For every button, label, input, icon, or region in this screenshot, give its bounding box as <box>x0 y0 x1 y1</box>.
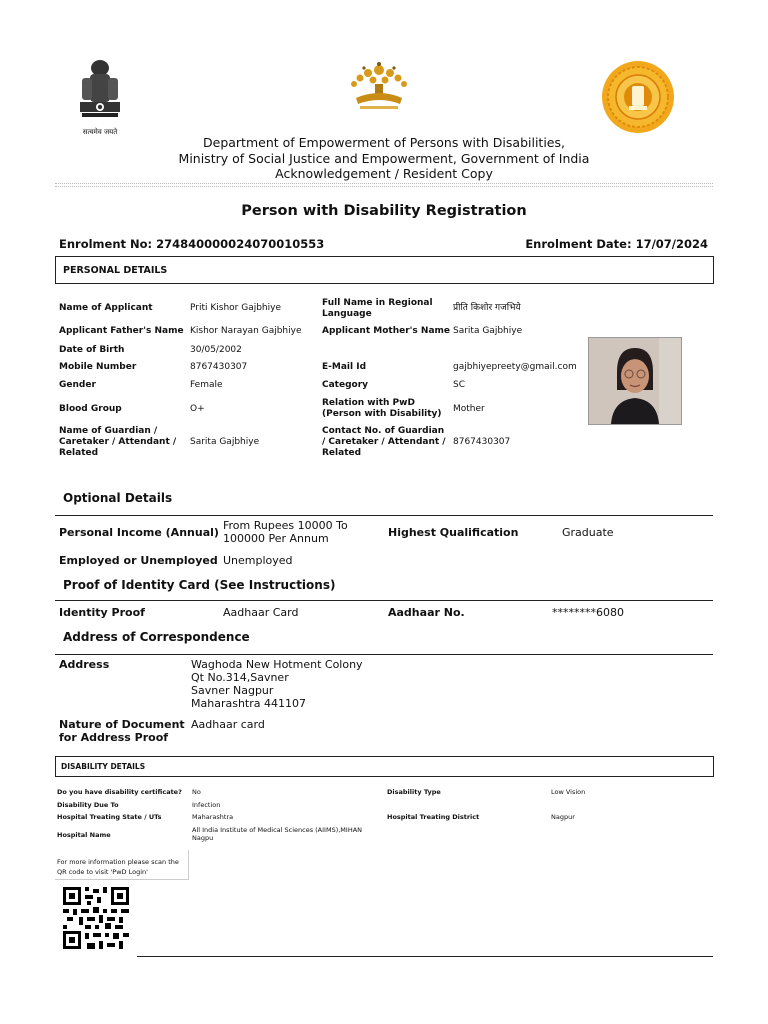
disability-due-label: Disability Due To <box>57 801 119 809</box>
applicant-photo-icon <box>589 338 681 424</box>
qualification-label: Highest Qualification <box>388 526 519 539</box>
disability-details-title: DISABILITY DETAILS <box>61 762 146 771</box>
email-label: E-Mail Id <box>322 362 367 372</box>
identity-proof-value: Aadhaar Card <box>223 606 299 619</box>
certificate-label: Do you have disability certificate? <box>57 788 182 796</box>
identity-proof-label: Identity Proof <box>59 606 145 619</box>
state-seal-icon <box>601 60 675 134</box>
dob-label: Date of Birth <box>59 345 125 355</box>
regional-name-label: Full Name in Regional Language <box>322 298 433 319</box>
footer-line <box>137 956 713 957</box>
department-name: Department of Empowerment of Persons with Disabilities, <box>203 135 565 150</box>
header-text <box>0 135 768 182</box>
email-value: gajbhiyepreety@gmail.com <box>453 362 577 372</box>
relation-label: Relation with PwD (Person with Disability) <box>322 398 442 419</box>
income-value: From Rupees 10000 To 100000 Per Annum <box>223 519 348 545</box>
enrolment-number-label: Enrolment No: <box>59 237 153 251</box>
hospital-name-value: All India Institute of Medical Sciences (AIIMS),MIHAN Nagpu <box>192 826 363 842</box>
copy-type: Acknowledgement / Resident Copy <box>275 166 493 181</box>
name-value: Priti Kishor Gajbhiye <box>190 303 281 313</box>
disability-due-value: Infection <box>192 801 221 809</box>
disability-type-label: Disability Type <box>387 788 441 796</box>
father-name-value: Kishor Narayan Gajbhiye <box>190 326 302 336</box>
ministry-name: Ministry of Social Justice and Empowerment, Government of India <box>178 150 590 166</box>
qr-note: For more information please scan the QR code to visit 'PwD Login' <box>57 858 179 876</box>
address-label: Address <box>59 658 110 671</box>
qualification-value: Graduate <box>562 526 614 539</box>
page-title: Person with Disability Registration <box>241 203 527 219</box>
guardian-label: Name of Guardian / Caretaker / Attendant / Related <box>59 426 177 458</box>
hospital-district-value: Nagpur <box>551 813 575 821</box>
qr-code-icon <box>63 887 129 949</box>
regional-name-value: प्रीति किशोर गजभिये <box>453 303 521 313</box>
disability-details-header <box>55 756 714 777</box>
header-divider <box>55 183 713 187</box>
hospital-district-label: Hospital Treating District <box>387 813 480 821</box>
aadhaar-label: Aadhaar No. <box>388 606 465 619</box>
hospital-name-label: Hospital Name <box>57 831 111 839</box>
qr-code[interactable] <box>63 887 129 949</box>
gender-value: Female <box>190 380 223 390</box>
ashoka-emblem-icon <box>72 58 128 124</box>
name-label: Name of Applicant <box>59 303 153 313</box>
national-emblem <box>72 58 128 136</box>
father-name-label: Applicant Father's Name <box>59 326 184 336</box>
enrolment-number <box>59 237 324 251</box>
address-value <box>191 658 363 710</box>
personal-details-title: PERSONAL DETAILS <box>63 265 168 276</box>
hospital-state-label: Hospital Treating State / UTs <box>57 813 162 821</box>
aadhaar-value: ********6080 <box>552 606 624 619</box>
emblem-motto: सत्यमेव जयते <box>82 128 118 136</box>
address-proof-value: Aadhaar card <box>191 718 265 731</box>
employment-label: Employed or Unemployed <box>59 554 218 567</box>
department-logo-icon <box>342 58 416 118</box>
income-label: Personal Income (Annual) <box>59 526 219 539</box>
gender-label: Gender <box>59 380 96 390</box>
guardian-contact-label: Contact No. of Guardian / Caretaker / Attendant / Related <box>322 426 446 458</box>
mother-name-value: Sarita Gajbhiye <box>453 326 523 336</box>
personal-details-header <box>55 256 714 284</box>
identity-divider <box>55 600 713 601</box>
enrolment-number-value: 274840000024070010553 <box>156 237 325 251</box>
blood-group-label: Blood Group <box>59 404 122 414</box>
enrolment-date <box>525 237 708 251</box>
address-line-1: Waghoda New Hotment Colony <box>191 658 363 671</box>
department-logo <box>342 58 416 118</box>
dob-value: 30/05/2002 <box>190 345 242 355</box>
optional-details-heading: Optional Details <box>63 491 173 505</box>
mother-name-label: Applicant Mother's Name <box>322 326 450 336</box>
address-line-3: Savner Nagpur <box>191 684 274 697</box>
enrolment-date-value: 17/07/2024 <box>635 237 708 251</box>
address-divider <box>55 654 713 655</box>
mobile-value: 8767430307 <box>190 362 248 372</box>
certificate-value: No <box>192 788 201 796</box>
guardian-value: Sarita Gajbhiye <box>190 437 260 447</box>
mobile-label: Mobile Number <box>59 362 137 372</box>
address-line-4: Maharashtra 441107 <box>191 697 306 710</box>
category-label: Category <box>322 380 369 390</box>
address-heading: Address of Correspondence <box>63 630 250 644</box>
disability-type-value: Low Vision <box>551 788 586 796</box>
blood-group-value: O+ <box>190 404 205 414</box>
hospital-state-value: Maharashtra <box>192 813 234 821</box>
state-seal <box>601 60 675 134</box>
optional-divider <box>55 515 713 516</box>
relation-value: Mother <box>453 404 485 414</box>
enrolment-date-label: Enrolment Date: <box>525 237 632 251</box>
guardian-contact-value: 8767430307 <box>453 437 511 447</box>
employment-value: Unemployed <box>223 554 293 567</box>
identity-heading: Proof of Identity Card (See Instructions) <box>63 578 336 592</box>
address-line-2: Qt No.314,Savner <box>191 671 289 684</box>
category-value: SC <box>453 380 465 390</box>
applicant-photo <box>588 337 682 425</box>
address-proof-label: Nature of Document for Address Proof <box>59 718 185 744</box>
